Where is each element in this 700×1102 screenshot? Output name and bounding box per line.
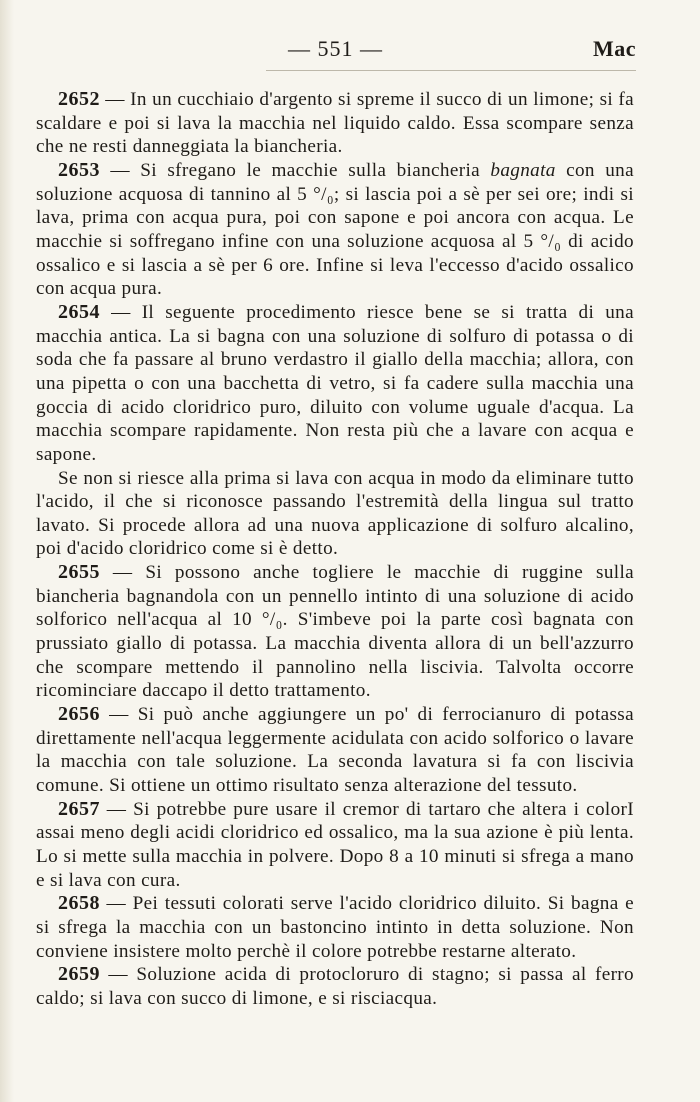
italic-term: bagnata xyxy=(490,159,556,181)
paragraph-text: — Pei tessuti colorati serve l'acido cloridrico diluito. Si bagna e si sfrega la macchia con un bastoncino intinto in detta soluzione. Non conviene insistere molto perchè il colore potrebbe restarne alterato. xyxy=(36,893,634,962)
entry-number: 2659 xyxy=(58,963,100,986)
paragraph-text: — Si sfregano le macchie sulla biancheria xyxy=(100,159,491,181)
paragraph-2655 xyxy=(36,561,634,703)
paragraph-2656 xyxy=(36,703,634,798)
page-number: — 551 — xyxy=(288,36,383,61)
running-head xyxy=(36,36,636,70)
page-gutter-shadow xyxy=(0,0,14,1102)
paragraph-text: — Si possono anche togliere le macchie di ruggine sulla biancheria bagnandola con un pennello intinto di una soluzione di acido solforico nell'acqua al 10 °/₀. S'imbeve poi la parte così bagnata con prussiato giallo di potassa. La macchia diventa allora di un bell'azzurro che scompare mettendo il pannolino nella liscivia. Talvolta occorre ricominciare daccapo il detto trattamento. xyxy=(36,562,634,702)
entry-number: 2654 xyxy=(58,300,100,323)
paragraph-2652 xyxy=(36,88,634,159)
paragraph-text: — Si può anche aggiungere un po' di ferrocianuro di potassa direttamente nell'acqua leggermente acidulata con acido solforico o lavare la macchia con tale soluzione. La seconda lavatura si fa con liscivia comune. Si ottiene un ottimo risultato senza alterazione del tessuto. xyxy=(36,704,634,797)
paragraph-text: — In un cucchiaio d'argento si spreme il succo di un limone; si fa scaldare e poi si lava la macchia nel liquido caldo. Essa scompare senza che ne resti danneggiata la biancheria. xyxy=(36,89,634,158)
entry-number: 2653 xyxy=(58,158,100,181)
paragraph-text: Se non si riesce alla prima si lava con acqua in modo da eliminare tutto l'acido, il che si riconosce passando l'estremità della lingua sul tratto lavato. Si procede allora ad una nuova applicazione di solfuro alcalino, poi d'acido cloridrico come si è detto. xyxy=(36,467,634,560)
paragraph-2659 xyxy=(36,963,634,1010)
paragraph-text-continued: con una soluzione acquosa di tannino al 5 °/₀; si lascia poi a sè per sei ore; indi si lava, prima con acqua pura, poi con sapone e poi ancora con acqua. Le macchie si soffregano infine con una soluzione acquosa al 5 °/₀ di acido ossalico e si lascia a sè per 6 ore. Infine si leva l'eccesso d'acido ossalico con acqua pura. xyxy=(36,159,634,300)
paragraph-text: — Il seguente procedimento riesce bene se si tratta di una macchia antica. La si bagna con una soluzione di solfuro di potassa o di soda che fa passare al bruno verdastro il giallo della macchia; allora, con una pipetta o con una bacchetta di vetro, si fa cadere sulla macchia una goccia di acido cloridrico puro, diluito con volume uguale d'acqua. La macchia scompare rapidamente. Non resta più che a lavare con acqua e sapone. xyxy=(36,301,634,465)
paragraph-2653 xyxy=(36,159,634,301)
entry-number: 2658 xyxy=(58,892,100,915)
entry-number: 2656 xyxy=(58,703,100,726)
paragraph-text: — Si potrebbe pure usare il cremor di tartaro che altera i colorI assai meno degli acidi cloridrico ed ossalico, ma la sua azione è più lenta. Lo si mette sulla macchia in polvere. Dopo 8 a 10 minuti si sfrega a mano e si lava con cura. xyxy=(36,798,634,891)
paragraph-2654-continuation xyxy=(36,467,634,562)
paragraph-2654 xyxy=(36,301,634,467)
body-text xyxy=(36,88,634,1011)
entry-number: 2657 xyxy=(58,797,100,820)
header-rule xyxy=(266,70,636,71)
entry-number: 2652 xyxy=(58,88,100,110)
paragraph-2657 xyxy=(36,798,634,893)
paragraph-2658 xyxy=(36,892,634,963)
paragraph-text: — Soluzione acida di protocloruro di stagno; si passa al ferro caldo; si lava con succo di limone, e si risciacqua. xyxy=(36,964,634,1009)
running-head-word: Mac xyxy=(592,36,636,61)
entry-number: 2655 xyxy=(58,561,100,584)
